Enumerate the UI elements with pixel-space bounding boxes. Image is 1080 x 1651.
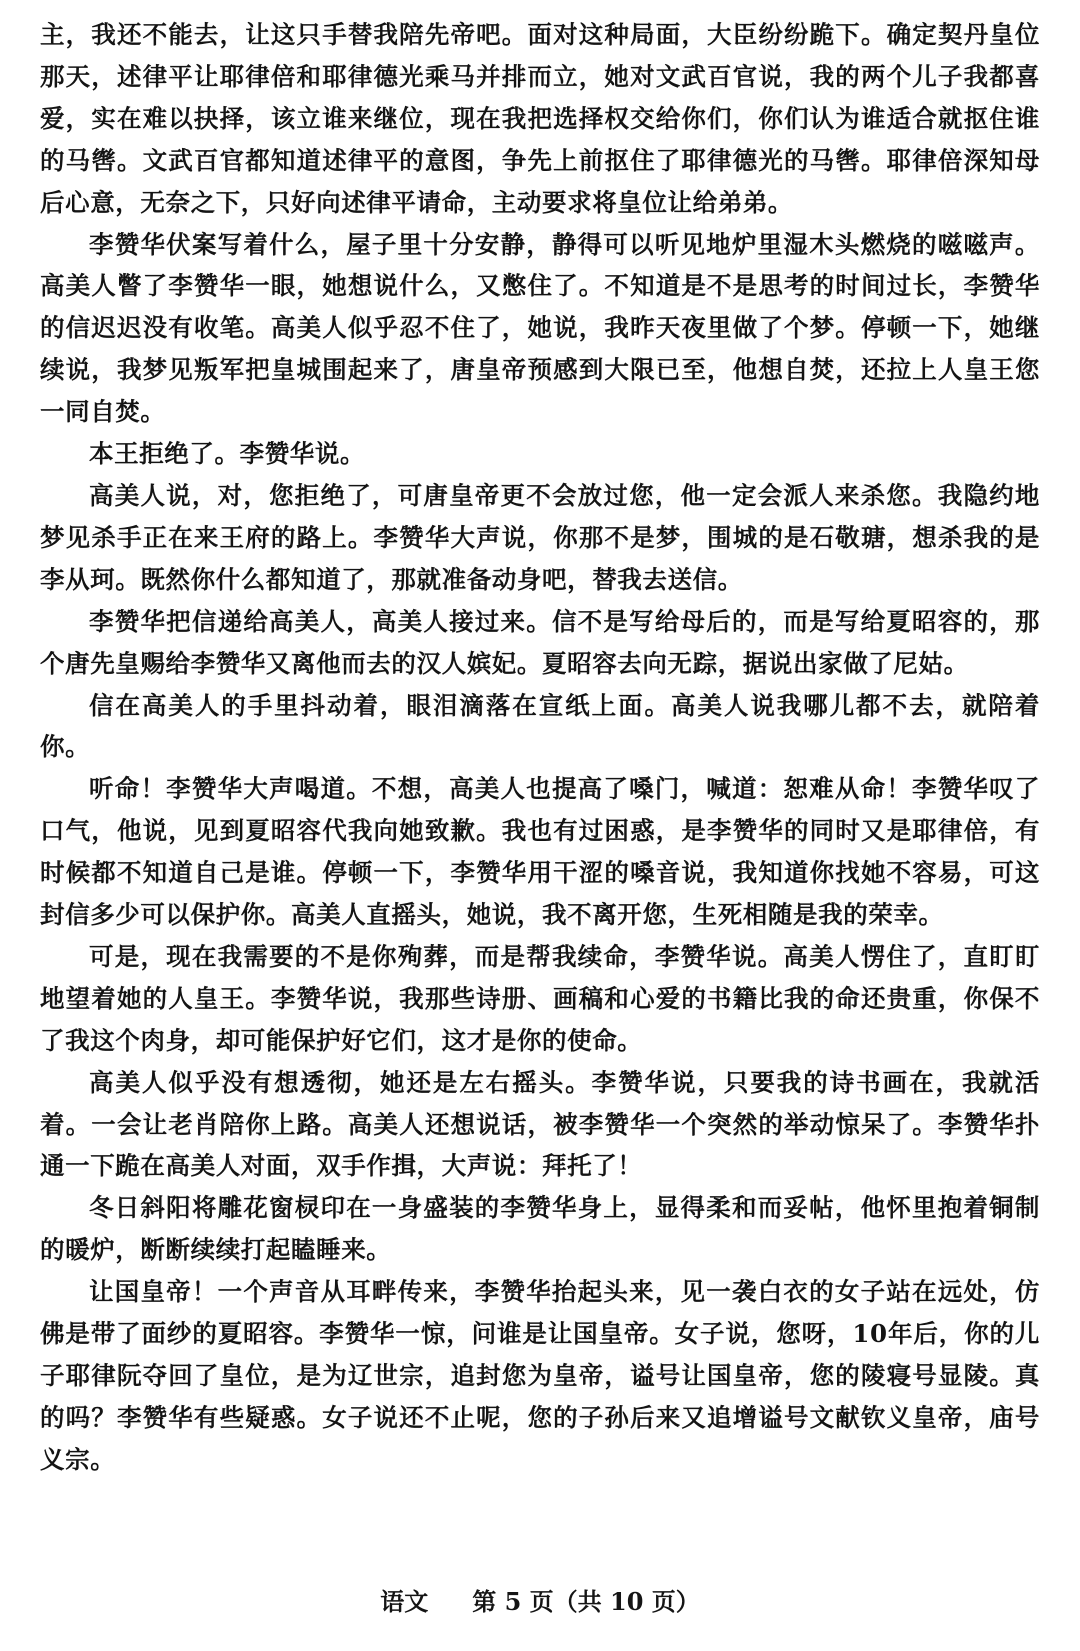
footer-subject: 语文 [380, 1587, 429, 1616]
paragraph-1: 主，我还不能去，让这只手替我陪先帝吧。面对这种局面，大臣纷纷跪下。确定契丹皇位那天，述律平让耶律倍和耶律德光乘马并排而立，她对文武百官说，我的两个儿子我都喜爱，实在难以抉择，该立谁来继位，现在我把选择权交给你们，你们认为谁适合就抠住谁的马辔。文武百官都知道述律平的意图，争先上前抠住了耶律德光的马辔。耶律倍深知母后心意，无奈之下，只好向述律平请命，主动要求将皇位让给弟弟。 [40, 20, 1040, 217]
paragraph-9: 高美人似乎没有想透彻，她还是左右摇头。李赞华说，只要我的诗书画在，我就活着。一会让老肖陪你上路。高美人还想说话，被李赞华一个突然的举动惊呆了。李赞华扑通一下跪在高美人对面，双手作揖，大声说：拜托了！ [40, 1067, 1040, 1181]
page-footer [0, 1582, 1080, 1617]
paragraph-3: 本王拒绝了。李赞华说。 [89, 439, 366, 469]
paragraph-2: 李赞华伏案写着什么，屋子里十分安静，静得可以听见地炉里湿木头燃烧的嗞嗞声。高美人瞥了李赞华一眼，她想说什么，又憋住了。不知道是不是思考的时间过长，李赞华的信迟迟没有收笔。高美人似乎忍不住了，她说，我昨天夜里做了个梦。停顿一下，她继续说，我梦见叛军把皇城围起来了，唐皇帝预感到大限已至，他想自焚，还拉上人皇王您一同自焚。 [40, 229, 1040, 427]
paragraph-4: 高美人说，对，您拒绝了，可唐皇帝更不会放过您，他一定会派人来杀您。我隐约地梦见杀手正在来王府的路上。李赞华大声说，你那不是梦，围城的是石敬瑭，想杀我的是李从珂。既然你什么都知道了，那就准备动身吧，替我去送信。 [40, 480, 1040, 594]
paragraph-7: 听命！李赞华大声喝道。不想，高美人也提高了嗓门，喊道：恕难从命！李赞华叹了口气，他说，见到夏昭容代我向她致歉。我也有过困惑，是李赞华的同时又是耶律倍，有时候都不知道自己是谁。停顿一下，李赞华用干涩的嗓音说，我知道你找她不容易，可这封信多少可以保护你。高美人直摇头，她说，我不离开您，生死相随是我的荣幸。 [40, 774, 1040, 930]
paragraph-6: 信在高美人的手里抖动着，眼泪滴落在宣纸上面。高美人说我哪儿都不去，就陪着你。 [40, 690, 1040, 762]
paragraph-8: 可是，现在我需要的不是你殉葬，而是帮我续命，李赞华说。高美人愣住了，直盯盯地望着她的人皇王。李赞华说，我那些诗册、画稿和心爱的书籍比我的命还贵重，你保不了我这个肉身，却可能保护好它们，这才是你的使命。 [40, 941, 1040, 1055]
document-body [40, 14, 1040, 1481]
footer-page-info: 第 5 页（共 10 页） [472, 1587, 700, 1616]
paragraph-5: 李赞华把信递给高美人，高美人接过来。信不是写给母后的，而是写给夏昭容的，那个唐先皇赐给李赞华又离他而去的汉人嫔妃。夏昭容去向无踪，据说出家做了尼姑。 [40, 606, 1040, 678]
paragraph-11: 让国皇帝！一个声音从耳畔传来，李赞华抬起头来，见一袭白衣的女子站在远处，仿佛是带了面纱的夏昭容。李赞华一惊，问谁是让国皇帝。女子说，您呀，10年后，你的儿子耶律阮夺回了皇位，是为辽世宗，追封您为皇帝，谥号让国皇帝，您的陵寝号显陵。真的吗？李赞华有些疑惑。女子说还不止呢，您的子孙后来又追增谥号文献钦义皇帝，庙号义宗。 [40, 1277, 1040, 1474]
paragraph-10: 冬日斜阳将雕花窗棂印在一身盛装的李赞华身上，显得柔和而妥帖，他怀里抱着铜制的暖炉，断断续续打起瞌睡来。 [40, 1193, 1040, 1265]
